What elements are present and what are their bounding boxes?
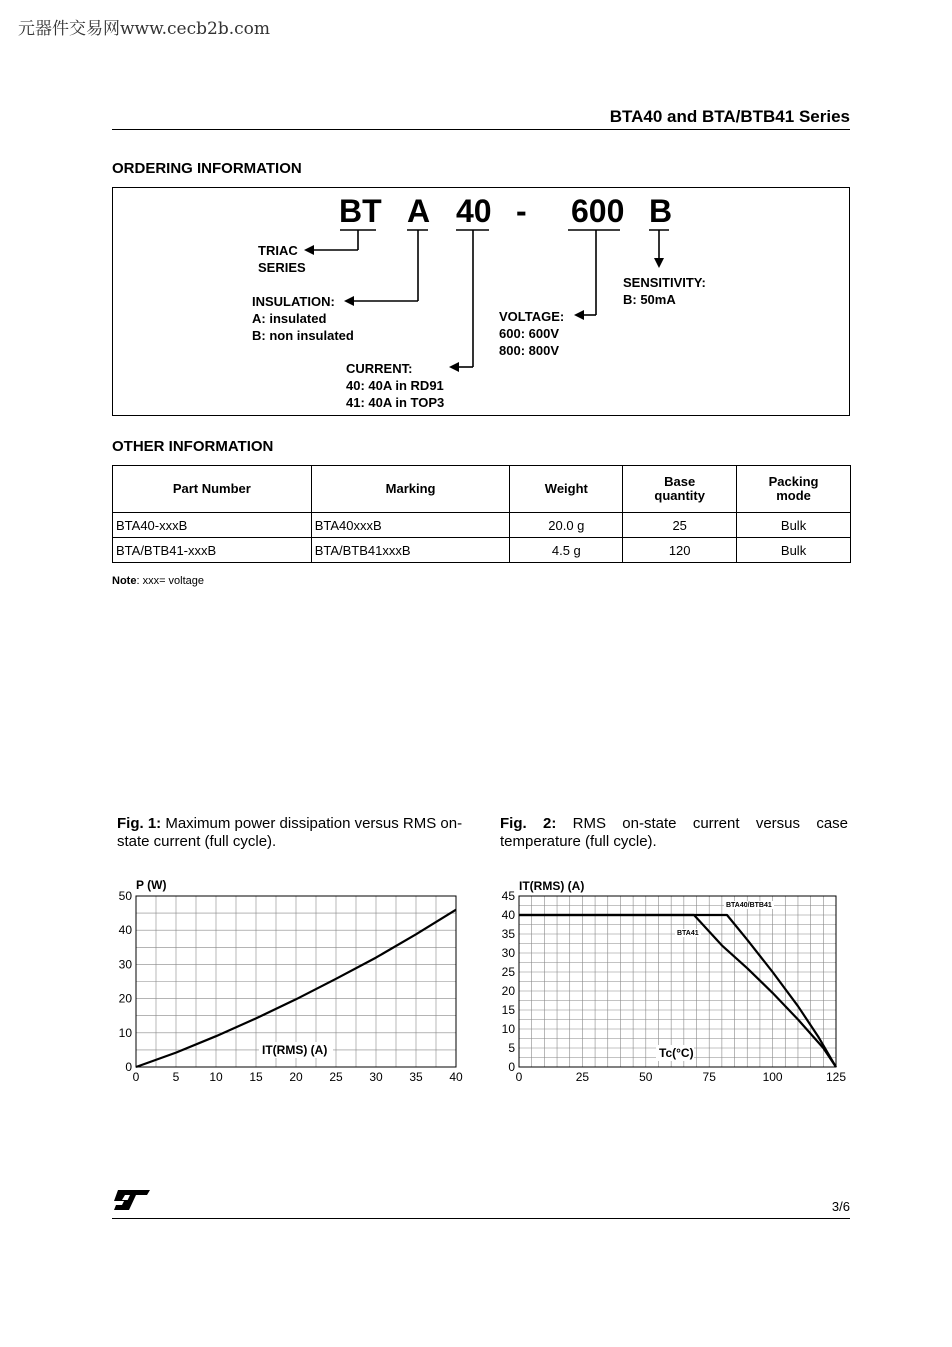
y-tick-label: 25 bbox=[501, 965, 515, 979]
x-tick-label: 0 bbox=[515, 1070, 523, 1084]
x-tick-label: 0 bbox=[132, 1070, 140, 1084]
series-label: BTA41 bbox=[677, 930, 699, 937]
y-tick-label: 20 bbox=[118, 991, 132, 1006]
y-tick-label: 0 bbox=[508, 1060, 515, 1074]
x-tick-label: 15 bbox=[249, 1070, 263, 1084]
other-info-table bbox=[112, 465, 851, 563]
triac-label: TRIAC SERIES bbox=[258, 243, 306, 275]
y-tick-label: 40 bbox=[118, 923, 132, 938]
x-axis-label: Tc(°C) bbox=[659, 1046, 694, 1060]
y-axis-label: P (W) bbox=[136, 878, 167, 892]
x-tick-label: 50 bbox=[639, 1070, 653, 1084]
y-axis-label: IT(RMS) (A) bbox=[519, 879, 585, 893]
y-tick-label: 15 bbox=[501, 1003, 515, 1017]
x-tick-label: 125 bbox=[825, 1070, 847, 1084]
y-tick-label: 30 bbox=[118, 957, 132, 972]
st-logo-icon bbox=[112, 1188, 152, 1212]
y-tick-label: 50 bbox=[118, 889, 132, 903]
current-label: CURRENT: 40: 40A in RD91 41: 40A in TOP3 bbox=[346, 361, 445, 410]
y-tick-label: 20 bbox=[501, 984, 515, 998]
y-tick-label: 35 bbox=[501, 927, 515, 941]
x-tick-label: 100 bbox=[762, 1070, 783, 1084]
code-a: A bbox=[407, 193, 431, 229]
x-axis-label: IT(RMS) (A) bbox=[262, 1043, 328, 1057]
x-tick-label: 20 bbox=[289, 1070, 303, 1084]
y-tick-label: 10 bbox=[501, 1022, 515, 1036]
th-base-quantity: Base quantity bbox=[623, 466, 737, 513]
th-packing-mode: Packing mode bbox=[737, 466, 851, 513]
y-tick-label: 30 bbox=[501, 946, 515, 960]
th-marking: Marking bbox=[311, 466, 510, 513]
fig1-chart bbox=[110, 870, 470, 1090]
y-tick-label: 0 bbox=[125, 1060, 132, 1074]
code-40: 40 bbox=[456, 193, 492, 229]
x-tick-label: 10 bbox=[209, 1070, 223, 1084]
code-b: B bbox=[649, 193, 673, 229]
fig2-caption: Fig. 2: RMS on-state current versus case temperature (full cycle). bbox=[500, 815, 849, 850]
x-tick-label: 75 bbox=[702, 1070, 716, 1084]
x-tick-label: 25 bbox=[575, 1070, 590, 1084]
watermark: 元器件交易网www.cecb2b.com bbox=[18, 19, 271, 39]
table-row: BTA40-xxxB BTA40xxxB 20.0 g 25 Bulk bbox=[113, 513, 851, 538]
fig2-chart bbox=[495, 870, 855, 1090]
th-weight: Weight bbox=[510, 466, 623, 513]
y-tick-label: 40 bbox=[501, 908, 515, 922]
insulation-label: INSULATION: A: insulated B: non insulated bbox=[252, 294, 354, 343]
x-tick-label: 5 bbox=[172, 1070, 180, 1084]
page-number: 3/6 bbox=[831, 1199, 850, 1214]
x-tick-label: 35 bbox=[409, 1070, 423, 1084]
x-tick-label: 40 bbox=[449, 1070, 463, 1084]
x-tick-label: 25 bbox=[329, 1070, 343, 1084]
voltage-label: VOLTAGE: 600: 600V 800: 800V bbox=[499, 309, 565, 358]
table-row: BTA/BTB41-xxxB BTA/BTB41xxxB 4.5 g 120 Bulk bbox=[113, 538, 851, 563]
code-bt: BT bbox=[339, 193, 382, 229]
series-label: BTA40/BTB41 bbox=[726, 902, 772, 909]
header-rule bbox=[112, 129, 850, 130]
header-title: BTA40 and BTA/BTB41 Series bbox=[609, 107, 850, 126]
code-dash: - bbox=[516, 193, 527, 229]
fig1-caption: Fig. 1: Maximum power dissipation versus RMS on-state current (full cycle). bbox=[117, 815, 463, 850]
y-tick-label: 10 bbox=[118, 1025, 132, 1040]
footer-rule bbox=[112, 1218, 850, 1219]
ordering-title: ORDERING INFORMATION bbox=[112, 160, 302, 177]
table-note: Note: xxx= voltage bbox=[112, 575, 205, 587]
y-tick-label: 45 bbox=[501, 889, 515, 903]
other-title: OTHER INFORMATION bbox=[112, 438, 274, 455]
sensitivity-label: SENSITIVITY: B: 50mA bbox=[623, 275, 706, 307]
th-part-number: Part Number bbox=[113, 466, 312, 513]
x-tick-label: 30 bbox=[369, 1070, 383, 1084]
ordering-connectors bbox=[112, 187, 850, 415]
y-tick-label: 5 bbox=[508, 1041, 515, 1055]
code-600: 600 bbox=[571, 193, 625, 229]
